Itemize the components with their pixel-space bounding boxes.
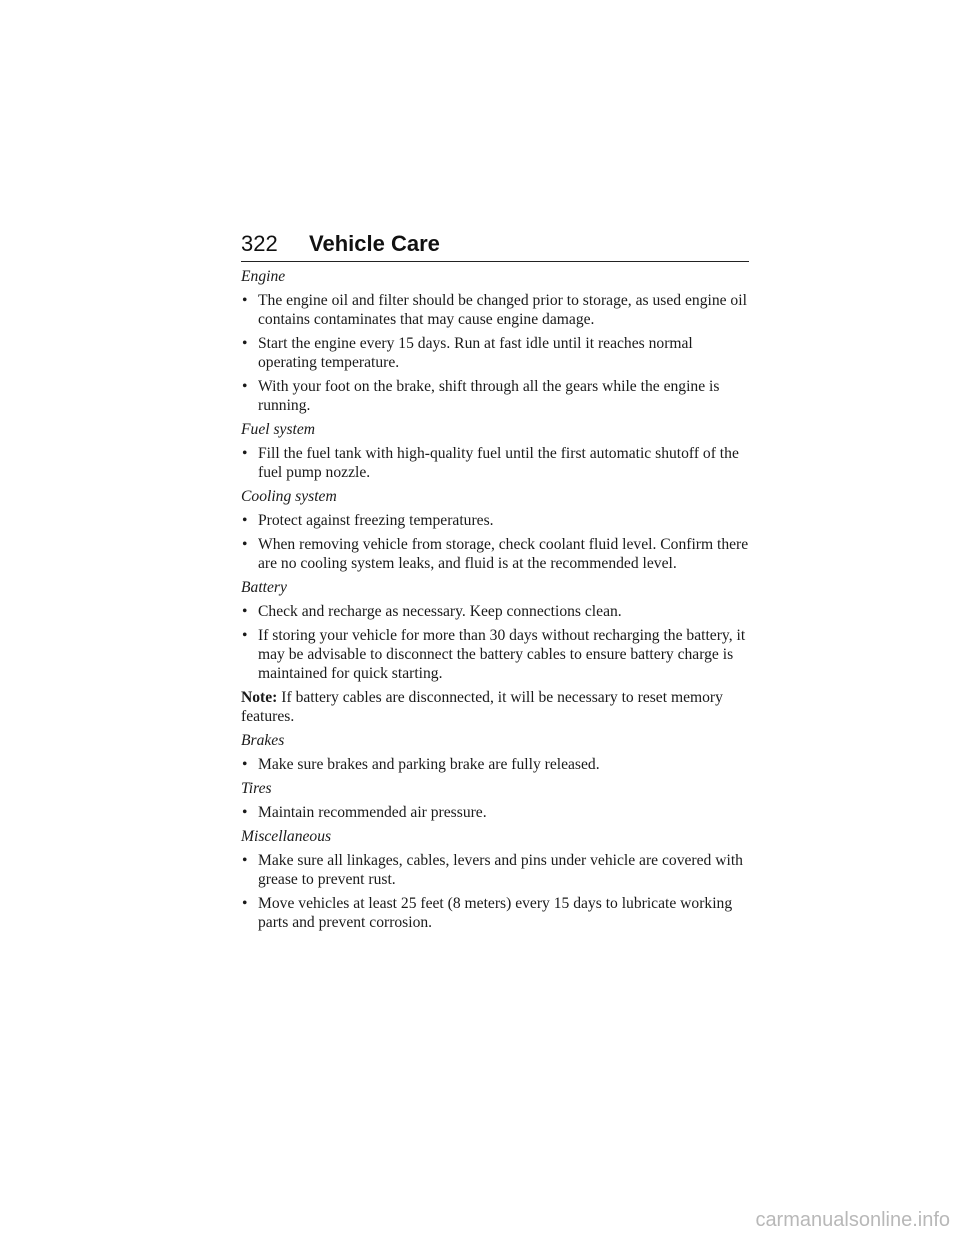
subheading-cooling-system: Cooling system xyxy=(241,488,337,505)
bullet-icon: • xyxy=(242,512,248,529)
list-item-text: With your foot on the brake, shift through all the gears while the engine is running. xyxy=(258,378,720,414)
list-item-text: If storing your vehicle for more than 30 days without recharging the battery, it may be advisable to disconnect the battery cables to ensure battery charge is maintained for quick starting. xyxy=(258,627,746,682)
list-item-text: Maintain recommended air pressure. xyxy=(258,804,487,821)
bullet-icon: • xyxy=(242,378,248,395)
list-item xyxy=(241,851,753,889)
bullet-icon: • xyxy=(242,852,248,869)
list-item-text: Make sure brakes and parking brake are fully released. xyxy=(258,756,600,773)
bullet-icon: • xyxy=(242,603,248,620)
list-item-text: Protect against freezing temperatures. xyxy=(258,512,494,529)
subheading-tires: Tires xyxy=(241,780,272,797)
list-item xyxy=(241,803,753,822)
subheading-fuel-system: Fuel system xyxy=(241,421,316,438)
bullet-icon: • xyxy=(242,445,248,462)
subheading-battery: Battery xyxy=(241,579,287,596)
bullet-icon: • xyxy=(242,895,248,912)
note-label: Note: xyxy=(241,689,278,706)
list-item xyxy=(241,511,753,530)
list-item-text: When removing vehicle from storage, check coolant fluid level. Confirm there are no cooling system leaks, and fluid is at the recommended level. xyxy=(258,536,749,572)
page-content xyxy=(241,267,753,937)
bullet-icon: • xyxy=(242,292,248,309)
list-item-text: The engine oil and filter should be changed prior to storage, as used engine oil contains contaminates that may cause engine damage. xyxy=(258,292,747,328)
bullet-icon: • xyxy=(242,335,248,352)
list-item xyxy=(241,626,753,683)
note-text: If battery cables are disconnected, it will be necessary to reset memory features. xyxy=(241,689,723,725)
list-item xyxy=(241,444,753,482)
list-item-text: Make sure all linkages, cables, levers and pins under vehicle are covered with grease to prevent rust. xyxy=(258,852,743,888)
page-header xyxy=(241,229,749,262)
list-item-text: Start the engine every 15 days. Run at fast idle until it reaches normal operating temperature. xyxy=(258,335,693,371)
list-item-text: Check and recharge as necessary. Keep connections clean. xyxy=(258,603,622,620)
bullet-icon: • xyxy=(242,756,248,773)
note-paragraph xyxy=(241,688,753,726)
list-item xyxy=(241,535,753,573)
subheading-engine: Engine xyxy=(241,268,286,285)
bullet-icon: • xyxy=(242,804,248,821)
list-item-text: Move vehicles at least 25 feet (8 meters) every 15 days to lubricate working parts and prevent corrosion. xyxy=(258,895,733,931)
list-item xyxy=(241,755,753,774)
list-item xyxy=(241,894,753,932)
list-item-text: Fill the fuel tank with high-quality fuel until the first automatic shutoff of the fuel pump nozzle. xyxy=(258,445,739,481)
list-item xyxy=(241,291,753,329)
list-item xyxy=(241,334,753,372)
bullet-icon: • xyxy=(242,627,248,644)
watermark: carmanualsonline.info xyxy=(755,1209,950,1231)
section-title: Vehicle Care xyxy=(309,231,440,256)
subheading-miscellaneous: Miscellaneous xyxy=(241,828,332,845)
subheading-brakes: Brakes xyxy=(241,732,285,749)
page-number: 322 xyxy=(241,231,278,256)
list-item xyxy=(241,602,753,621)
list-item xyxy=(241,377,753,415)
bullet-icon: • xyxy=(242,536,248,553)
